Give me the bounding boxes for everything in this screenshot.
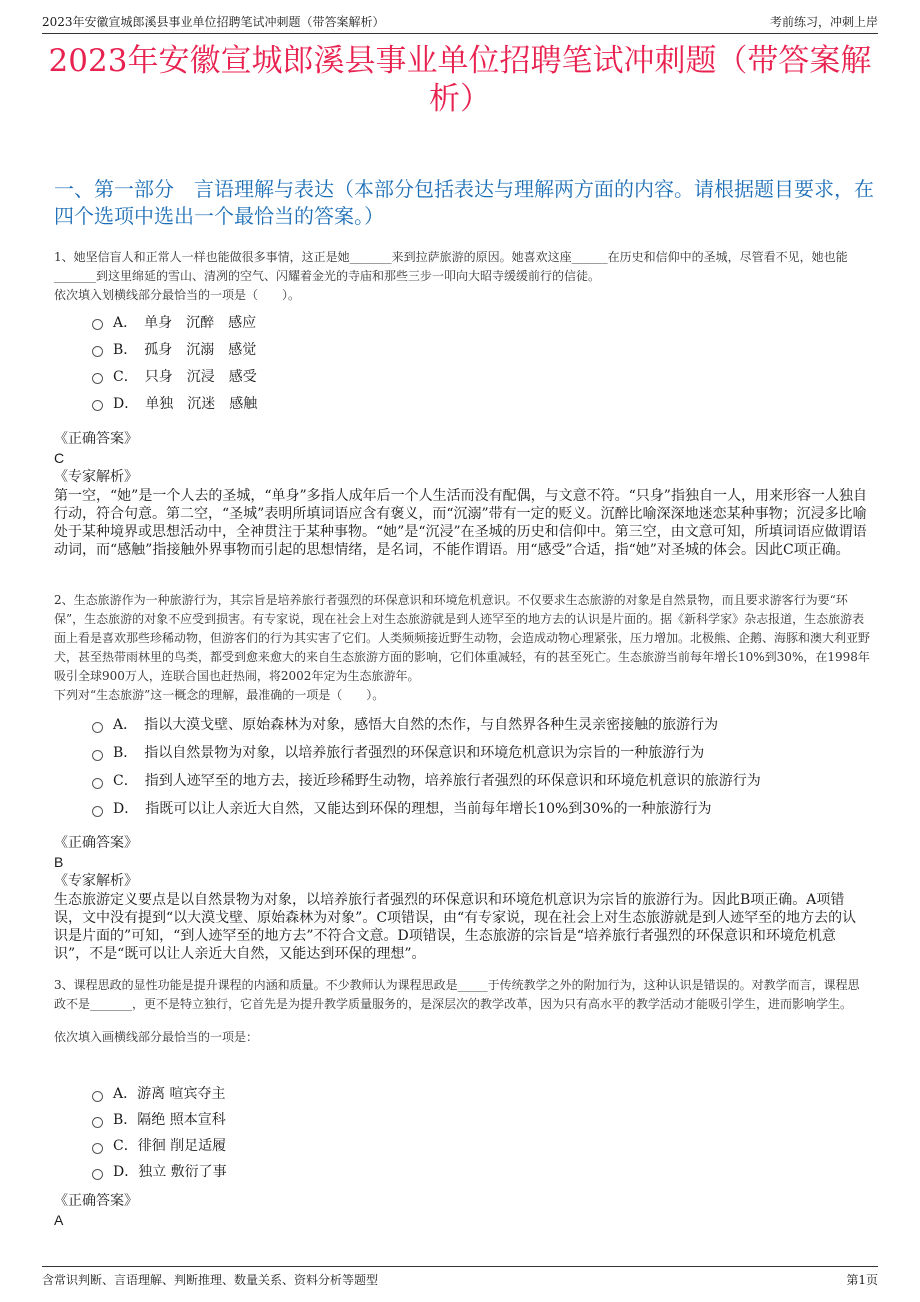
option-label: D．独立 敷衍了事: [113, 1164, 227, 1180]
header-doc-title: 2023年安徽宣城郎溪县事业单位招聘笔试冲刺题（带答案解析）: [42, 15, 385, 29]
option-d[interactable]: [92, 794, 862, 822]
option-label: B．隔绝 照本宣科: [113, 1112, 226, 1128]
question-stem: 2、生态旅游作为一种旅游行为，其宗旨是培养旅行者强烈的环保意识和环境危机意识。不仅要求生态旅游的对象是自然景物，而且要求游客行为要“环保”，生态旅游的对象不应受到损害。有专家说，现在社会上对生态旅游就是到人迹罕至的地方去的认识是片面的。据《新科学家》杂志报道，生态旅游表面上看是喜欢那些珍稀动物，但游客们的行为其实害了它们。人类频频接近野生动物，会造成动物心理紧张，压力增加。北极熊、企鹅、海豚和澳大利亚野犬，甚至热带雨林里的鸟类，都受到愈来愈大的来自生态旅游方面的影响，它们体重减轻，有的甚至死亡。生态旅游当前每年增长10%到30%，在1998年吸引全球900万人，连联合国也赶热闹，将2002年定为生态旅游年。: [54, 593, 871, 683]
option-c[interactable]: [92, 1132, 227, 1158]
question-stem: 1、她坚信盲人和正常人一样也能做很多事情，这正是她_______来到拉萨旅游的原因。她喜欢这座______在历史和信仰中的圣城，尽管看不见，她也能_______到这里绵延的雪山、清冽的空气、闪耀着金光的寺庙和那些三步一叩向大昭寺缓缓前行的信徒。: [54, 250, 848, 283]
option-label: A． 指以大漠戈壁、原始森林为对象，感悟大自然的杰作，与自然界各种生灵亲密接触的旅游行为: [113, 717, 719, 733]
question-2-answer: [54, 834, 870, 963]
radio-icon[interactable]: [92, 346, 103, 357]
answer-value: A: [54, 1212, 64, 1228]
option-d[interactable]: [92, 1158, 227, 1184]
option-b[interactable]: [92, 738, 862, 766]
option-a[interactable]: [92, 1080, 227, 1106]
question-2-stem: [54, 591, 870, 705]
option-label: B． 孤身 沉溺 感觉: [113, 341, 257, 358]
option-label: C．徘徊 削足适履: [113, 1138, 227, 1154]
answer-label: 《正确答案》: [54, 835, 138, 851]
header-slogan: 考前练习，冲刺上岸: [769, 15, 878, 29]
answer-value: C: [54, 450, 65, 466]
page-header: [42, 8, 878, 34]
radio-icon[interactable]: [92, 778, 103, 789]
option-c[interactable]: [92, 766, 862, 794]
question-1-stem: [54, 248, 870, 305]
option-a[interactable]: [92, 308, 257, 335]
question-3-stem: [54, 976, 870, 1047]
option-b[interactable]: [92, 1106, 227, 1132]
option-label: C． 指到人迹罕至的地方去，接近珍稀野生动物，培养旅行者强烈的环保意识和环境危机意识的旅游行为: [113, 773, 761, 789]
explanation-text: 生态旅游定义要点是以自然景物为对象，以培养旅行者强烈的环保意识和环境危机意识为宗旨的旅游行为。因此B项正确。A项错误，文中没有提到“以大漠戈壁、原始森林为对象”。C项错误，由“有专家说，现在社会上对生态旅游就是到人迹罕至的地方去的认识是片面的”可知，“到人迹罕至的地方去”不符合文意。D项错误，生态旅游的宗旨是“培养旅行者强烈的环保意识和环境危机意识”，不是“既可以让人亲近大自然，又能达到环保的理想”。: [54, 892, 857, 962]
question-3-options: [92, 1080, 227, 1184]
question-2-options: [92, 710, 862, 822]
section-heading: 一、第一部分 言语理解与表达（本部分包括表达与理解两方面的内容。请根据题目要求，在四个选项中选出一个最恰当的答案。）: [54, 177, 874, 228]
radio-icon[interactable]: [92, 1143, 103, 1154]
page-number: 第1页: [846, 1273, 878, 1287]
question-1-answer: [54, 430, 870, 559]
answer-value: B: [54, 854, 64, 870]
question-3-answer: [54, 1192, 870, 1230]
option-label: D． 指既可以让人亲近大自然，又能达到环保的理想，当前每年增长10%到30%的一种旅游行为: [113, 801, 712, 817]
option-label: A． 单身 沉醉 感应: [113, 314, 257, 331]
radio-icon[interactable]: [92, 319, 103, 330]
radio-icon[interactable]: [92, 400, 103, 411]
page-footer: [42, 1266, 878, 1295]
radio-icon[interactable]: [92, 1117, 103, 1128]
answer-label: 《正确答案》: [54, 431, 138, 447]
option-label: C． 只身 沉浸 感受: [113, 368, 257, 385]
question-prompt: 下列对“生态旅游”这一概念的理解，最准确的一项是（ ）。: [54, 688, 385, 702]
explanation-label: 《专家解析》: [54, 469, 138, 485]
option-c[interactable]: [92, 362, 257, 389]
page-title: 2023年安徽宣城郎溪县事业单位招聘笔试冲刺题（带答案解析）: [48, 43, 872, 117]
radio-icon[interactable]: [92, 373, 103, 384]
question-stem: 3、课程思政的显性功能是提升课程的内涵和质量。不少教师认为课程思政是_____于传统教学之外的附加行为，这种认识是错误的。对教学而言，课程思政不是_______，更不是特立独行，它首先是为提升教学质量服务的，是深层次的教学改革，因为只有高水平的教学活动才能吸引学生，进而影响学生。: [54, 978, 860, 1011]
option-a[interactable]: [92, 710, 862, 738]
option-b[interactable]: [92, 335, 257, 362]
option-label: D． 单独 沉迷 感触: [113, 395, 258, 412]
radio-icon[interactable]: [92, 1169, 103, 1180]
explanation-text: 第一空，“她”是一个人去的圣城，“单身”多指人成年后一个人生活而没有配偶，与文意不符。“只身”指独自一人，用来形容一人独自行动，符合句意。第二空，“圣城”表明所填词语应含有褒义，而“沉溺”带有一定的贬义。沉醉比喻深深地迷恋某种事物；沉浸多比喻处于某种境界或思想活动中，全神贯注于某种事物。“她”是“沉浸”在圣城的历史和信仰中。第三空，由文意可知，所填词语应做谓语动词，而“感触”指接触外界事物而引起的思想情绪，是名词，不能作谓语。用“感受”合适，指“她”对圣城的体会。因此C项正确。: [54, 488, 867, 558]
question-1-options: [92, 308, 257, 416]
radio-icon[interactable]: [92, 750, 103, 761]
option-label: A．游离 喧宾夺主: [113, 1086, 226, 1102]
radio-icon[interactable]: [92, 1091, 103, 1102]
radio-icon[interactable]: [92, 722, 103, 733]
option-d[interactable]: [92, 389, 257, 416]
question-prompt: 依次填入划横线部分最恰当的一项是（ ）。: [54, 288, 301, 302]
radio-icon[interactable]: [92, 806, 103, 817]
explanation-label: 《专家解析》: [54, 873, 138, 889]
question-prompt: 依次填入画横线部分最恰当的一项是：: [54, 1030, 259, 1044]
footer-topics: 含常识判断、言语理解、判断推理、数量关系、资料分析等题型: [42, 1273, 379, 1287]
option-label: B． 指以自然景物为对象，以培养旅行者强烈的环保意识和环境危机意识为宗旨的一种旅游行为: [113, 745, 705, 761]
answer-label: 《正确答案》: [54, 1193, 138, 1209]
